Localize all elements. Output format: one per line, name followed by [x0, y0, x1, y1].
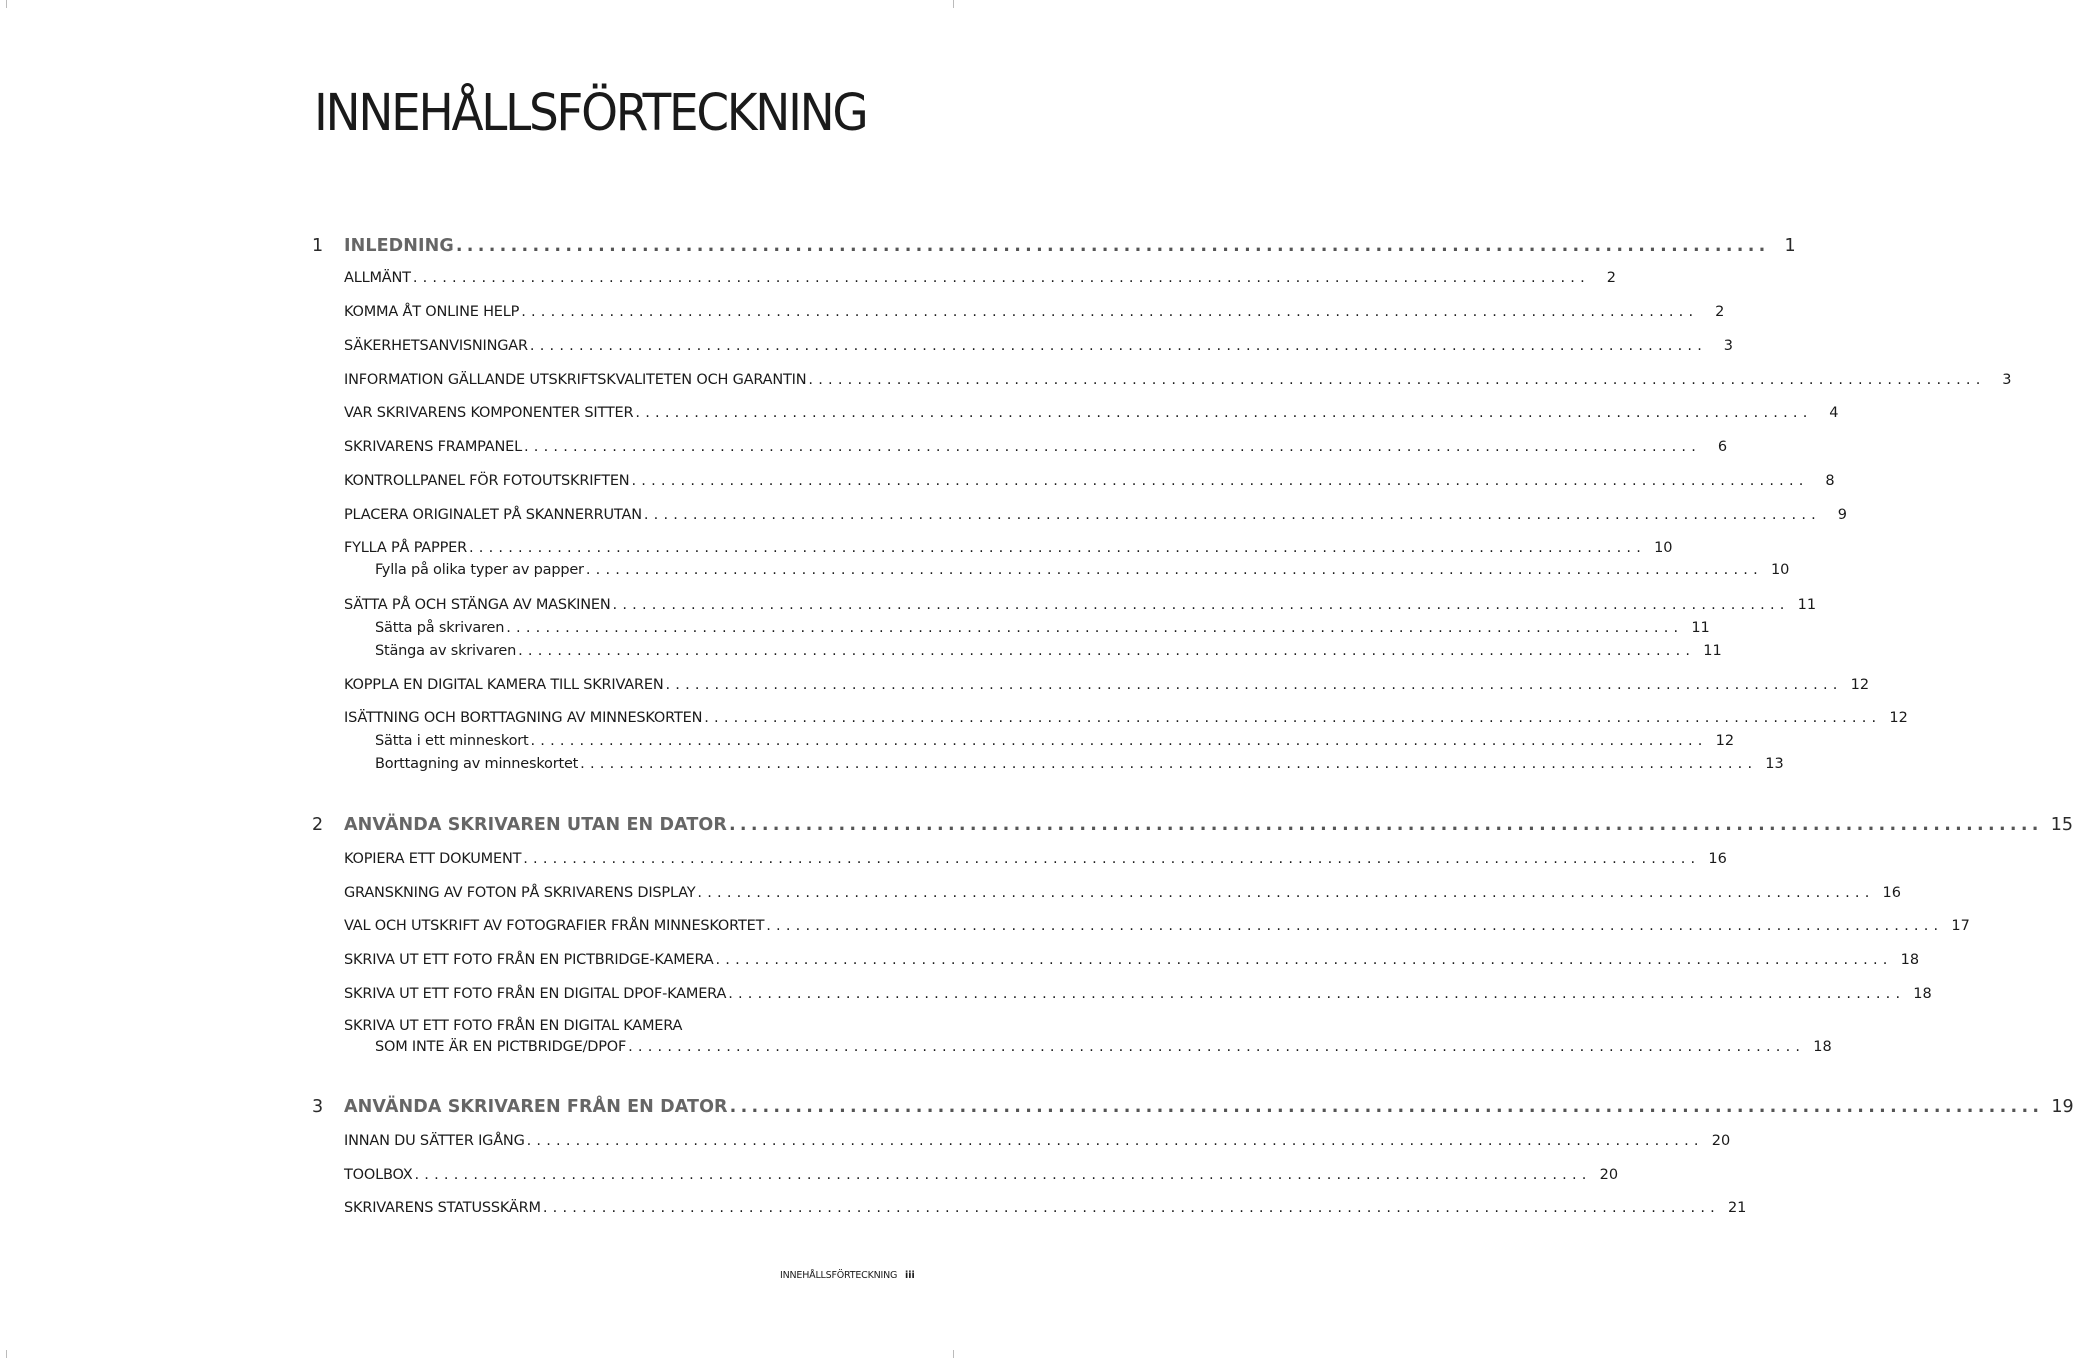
- toc-page-number: 20: [1711, 1133, 1731, 1149]
- toc-chapter-number: 2: [312, 815, 324, 835]
- toc-entry: [375, 620, 1710, 636]
- toc-entry: [344, 885, 1901, 901]
- toc-entry: [344, 540, 1673, 556]
- toc-section-row[interactable]: [312, 885, 1901, 905]
- toc-chapter-number: 3: [312, 1097, 324, 1117]
- toc-page-number: 8: [1825, 473, 1835, 489]
- toc-entry-title: ISÄTTNING OCH BORTTAGNING AV MINNESKORTEN: [344, 710, 703, 726]
- toc-page-number: 15: [2050, 815, 2074, 835]
- toc-section-row[interactable]: [312, 677, 1870, 697]
- toc-section-row[interactable]: [312, 851, 1727, 871]
- toc-entry-title: KOMMA ÅT ONLINE HELP: [344, 304, 520, 320]
- dot-leader: ........................................................................................................................: [518, 643, 1696, 659]
- toc-chapter-number: 1: [312, 236, 324, 256]
- dot-leader: ........................................................................................................................: [697, 885, 1875, 901]
- dot-leader: ........................................................................................................................: [729, 1097, 2044, 1117]
- toc-section-row[interactable]: [312, 439, 1728, 459]
- toc-page-number: 12: [1850, 677, 1870, 693]
- toc-section-row[interactable]: [312, 1200, 1747, 1220]
- toc-entry: [344, 1018, 886, 1034]
- crop-mark-bottom-left: [6, 1350, 7, 1358]
- toc-page-number: 19: [2051, 1097, 2074, 1117]
- toc-page-number: 18: [1900, 952, 1920, 968]
- dot-leader: ........................................................................................................................: [728, 815, 2043, 835]
- crop-mark-top-right: [953, 0, 954, 8]
- toc-entry-title: INNAN DU SÄTTER IGÅNG: [344, 1133, 525, 1149]
- toc-subsection-row[interactable]: [312, 643, 1722, 663]
- toc-entry: [344, 405, 1839, 421]
- dot-leader: ........................................................................................................................: [643, 507, 1821, 523]
- toc-entry-title: TOOLBOX: [344, 1167, 413, 1183]
- dot-leader: ........................................................................................................................: [635, 405, 1813, 421]
- toc-entry-title: Borttagning av minneskortet: [375, 756, 579, 772]
- toc-entry-title: Sätta i ett minneskort: [375, 733, 529, 749]
- page-title: INNEHÅLLSFÖRTECKNING: [314, 84, 867, 143]
- dot-leader: ........................................................................................................................: [808, 372, 1986, 388]
- dot-leader: ........................................................................................................................: [412, 270, 1590, 286]
- dot-leader: ........................................................................................................................: [585, 562, 1763, 578]
- toc-entry-title: VAL OCH UTSKRIFT AV FOTOGRAFIER FRÅN MINNESKORTET: [344, 918, 765, 934]
- dot-leader: ........................................................................................................................: [704, 710, 1882, 726]
- toc-entry: [344, 597, 1817, 613]
- toc-section-row[interactable]: [312, 710, 1908, 730]
- toc-page-number: 18: [1813, 1039, 1832, 1055]
- toc-entry-title: SKRIVA UT ETT FOTO FRÅN EN PICTBRIDGE-KAMERA: [344, 952, 714, 968]
- toc-entry: [375, 756, 1784, 772]
- toc-entry-title: ANVÄNDA SKRIVAREN UTAN EN DATOR: [344, 815, 727, 835]
- toc-entry-title: KOPPLA EN DIGITAL KAMERA TILL SKRIVAREN: [344, 677, 664, 693]
- toc-entry-title: GRANSKNING AV FOTON PÅ SKRIVARENS DISPLAY: [344, 885, 696, 901]
- toc-entry: [344, 270, 1616, 286]
- toc-entry-title: Fylla på olika typer av papper: [375, 562, 584, 578]
- dot-leader: ........................................................................................................................: [526, 1133, 1704, 1149]
- toc-page-number: 17: [1951, 918, 1970, 934]
- toc-entry: [375, 562, 1790, 578]
- dot-leader: ........................................................................................................................: [612, 597, 1790, 613]
- toc-section-row[interactable]: [312, 540, 1673, 560]
- toc-section-row[interactable]: [312, 1133, 1731, 1153]
- toc-entry: [344, 507, 1847, 523]
- dot-leader: ........................................................................................................................: [766, 918, 1944, 934]
- toc-entry-title: SKRIVARENS FRAMPANEL: [344, 439, 522, 455]
- toc-entry-title: ANVÄNDA SKRIVAREN FRÅN EN DATOR: [344, 1097, 728, 1117]
- dot-leader: ........................................................................................................................: [523, 851, 1701, 867]
- toc-page-number: 12: [1889, 710, 1908, 726]
- toc-chapter-row[interactable]: [312, 1097, 2074, 1117]
- toc-page-number: 11: [1797, 597, 1817, 613]
- toc-section-row[interactable]: [312, 270, 1616, 290]
- toc-page-number: 20: [1599, 1167, 1619, 1183]
- toc-entry-title: SKRIVA UT ETT FOTO FRÅN EN DIGITAL KAMERA: [344, 1018, 683, 1034]
- toc-section-row[interactable]: [312, 405, 1839, 425]
- toc-entry-title: SÄTTA PÅ OCH STÄNGA AV MASKINEN: [344, 597, 611, 613]
- toc-entry: [344, 473, 1835, 489]
- dot-leader: ........................................................................................................................: [715, 952, 1893, 968]
- toc-subsection-row[interactable]: [312, 620, 1710, 640]
- toc-page-number: 12: [1715, 733, 1735, 749]
- toc-section-row[interactable]: [312, 372, 2012, 392]
- dot-leader: ........................................................................................................................: [521, 304, 1699, 320]
- toc-section-row[interactable]: [312, 918, 1970, 938]
- dot-leader: ........................................................................................................................: [414, 1167, 1592, 1183]
- toc-entry: [375, 1039, 1832, 1055]
- toc-chapter-row[interactable]: [312, 236, 1796, 256]
- toc-page-number: 11: [1691, 620, 1710, 636]
- toc-chapter-row[interactable]: [312, 815, 2074, 835]
- toc-entry: [344, 986, 1932, 1002]
- toc-section-row[interactable]: [312, 986, 1932, 1006]
- toc-page-number: 1: [1784, 236, 1796, 256]
- toc-entry: [344, 338, 1734, 354]
- page-footer: [780, 1270, 915, 1284]
- toc-section-row[interactable]: [312, 597, 1817, 617]
- toc-page-number: 2: [1715, 304, 1725, 320]
- toc-section-row[interactable]: [312, 1018, 886, 1038]
- dot-leader: ........................................................................................................................: [631, 473, 1809, 489]
- toc-entry-title: Sätta på skrivaren: [375, 620, 505, 636]
- toc-entry: [375, 643, 1722, 659]
- toc-entry: [375, 733, 1735, 749]
- toc-page-number: 10: [1770, 562, 1790, 578]
- toc-section-row[interactable]: [312, 304, 1725, 324]
- toc-entry-title: KOPIERA ETT DOKUMENT: [344, 851, 522, 867]
- toc-entry-title: VAR SKRIVARENS KOMPONENTER SITTER: [344, 405, 634, 421]
- dot-leader: ........................................................................................................................: [728, 986, 1906, 1002]
- toc-entry: [344, 710, 1908, 726]
- toc-entry: [344, 851, 1727, 867]
- toc-page-number: 21: [1727, 1200, 1747, 1216]
- toc-page-number: 3: [2002, 372, 2012, 388]
- dot-leader: ........................................................................................................................: [665, 677, 1843, 693]
- dot-leader: ........................................................................................................................: [468, 540, 1647, 556]
- crop-mark-bottom-right: [953, 1350, 954, 1358]
- toc-page-number: 4: [1829, 405, 1839, 421]
- toc-entry-title: SOM INTE ÄR EN PICTBRIDGE/DPOF: [375, 1039, 627, 1055]
- toc-page-number: 6: [1717, 439, 1728, 455]
- toc-entry: [344, 815, 2074, 835]
- toc-page-number: 16: [1882, 885, 1901, 901]
- toc-page-number: 13: [1765, 756, 1784, 772]
- dot-leader: ........................................................................................................................: [580, 756, 1758, 772]
- toc-subsection-row[interactable]: [312, 1039, 1832, 1059]
- toc-entry-title: FYLLA PÅ PAPPER: [344, 540, 467, 556]
- dot-leader: ........................................................................................................................: [523, 439, 1702, 455]
- toc-page-number: 10: [1654, 540, 1673, 556]
- toc-section-row[interactable]: [312, 1167, 1619, 1187]
- toc-page-number: 9: [1837, 507, 1847, 523]
- toc-entry-title: Stänga av skrivaren: [375, 643, 517, 659]
- toc-subsection-row[interactable]: [312, 562, 1790, 582]
- toc-entry-title: SKRIVA UT ETT FOTO FRÅN EN DIGITAL DPOF-KAMERA: [344, 986, 727, 1002]
- toc-entry: [344, 918, 1970, 934]
- toc-section-row[interactable]: [312, 952, 1920, 972]
- toc-entry: [344, 372, 2012, 388]
- toc-section-row[interactable]: [312, 338, 1734, 358]
- toc-subsection-row[interactable]: [312, 756, 1784, 776]
- toc-subsection-row[interactable]: [312, 733, 1735, 753]
- footer-page-number: iii: [905, 1270, 915, 1281]
- toc-page-number: 18: [1913, 986, 1932, 1002]
- toc-section-row[interactable]: [312, 473, 1835, 493]
- toc-page-number: 16: [1708, 851, 1727, 867]
- dot-leader: ........................................................................................................................: [628, 1039, 1806, 1055]
- toc-entry-title: INFORMATION GÄLLANDE UTSKRIFTSKVALITETEN OCH GARANTIN: [344, 372, 807, 388]
- toc-entry: [344, 439, 1728, 455]
- toc-entry: [344, 1133, 1731, 1149]
- footer-label: INNEHÅLLSFÖRTECKNING: [780, 1270, 898, 1281]
- toc-entry-title: PLACERA ORIGINALET PÅ SKANNERRUTAN: [344, 507, 642, 523]
- toc-entry: [344, 1167, 1619, 1183]
- toc-entry: [344, 952, 1920, 968]
- toc-entry-title: KONTROLLPANEL FÖR FOTOUTSKRIFTEN: [344, 473, 630, 489]
- toc-entry: [344, 1200, 1747, 1216]
- toc-entry: [344, 304, 1725, 320]
- toc-page-number: 3: [1723, 338, 1734, 354]
- crop-mark-top-left: [6, 0, 7, 8]
- toc-entry-title: ALLMÄNT: [344, 270, 411, 286]
- toc-entry: [344, 1097, 2074, 1117]
- toc-page-number: 2: [1606, 270, 1616, 286]
- toc-entry-title: SKRIVARENS STATUSSKÄRM: [344, 1200, 541, 1216]
- toc-entry-title: SÄKERHETSANVISNINGAR: [344, 338, 528, 354]
- toc-section-row[interactable]: [312, 507, 1847, 527]
- dot-leader: ........................................................................................................................: [530, 733, 1708, 749]
- dot-leader: ........................................................................................................................: [529, 338, 1708, 354]
- toc-entry: [344, 677, 1870, 693]
- toc-page-number: 11: [1703, 643, 1722, 659]
- toc-entry: [344, 236, 1796, 256]
- dot-leader: ........................................................................................................................: [542, 1200, 1720, 1216]
- toc-entry-title: INLEDNING: [344, 236, 454, 256]
- dot-leader: ........................................................................................................................: [506, 620, 1684, 636]
- dot-leader: ........................................................................................................................: [455, 236, 1770, 256]
